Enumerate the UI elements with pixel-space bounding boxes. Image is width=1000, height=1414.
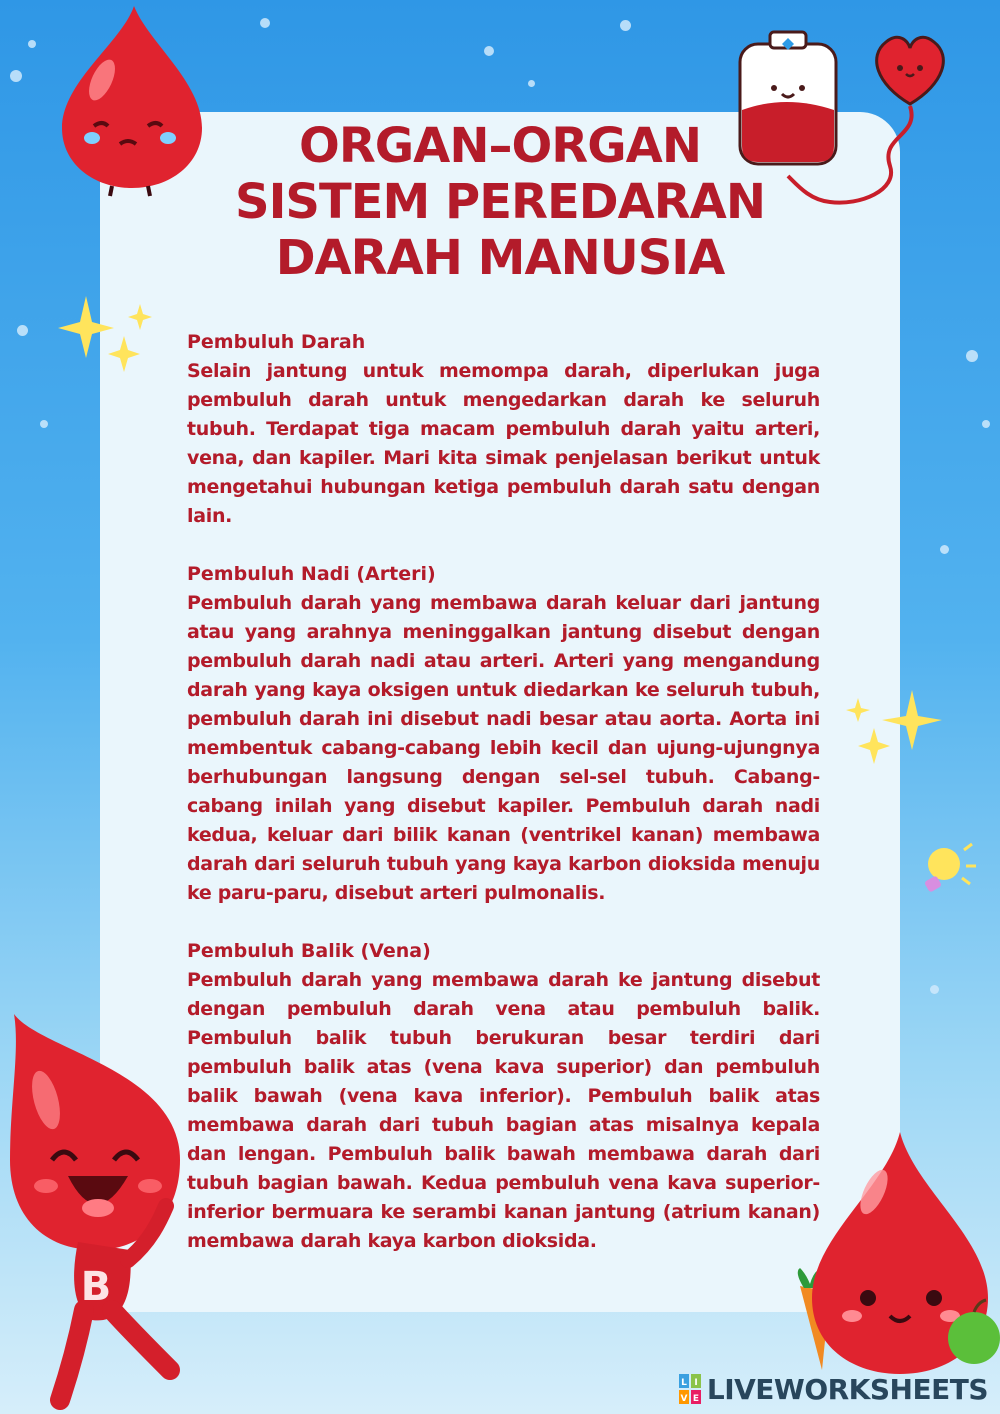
lightbulb-icon — [920, 842, 980, 898]
svg-text:V: V — [680, 1394, 688, 1404]
title-line: DARAH MANUSIA — [275, 230, 725, 286]
snow-dot — [940, 545, 949, 554]
page-title — [220, 118, 780, 286]
section-heading: Pembuluh Nadi (Arteri) — [187, 563, 436, 585]
section-pembuluh-nadi — [187, 560, 820, 908]
section-pembuluh-balik — [187, 937, 820, 1256]
section-pembuluh-darah — [187, 328, 820, 531]
watermark-text: LIVEWORKSHEETS — [706, 1372, 988, 1406]
section-heading: Pembuluh Darah — [187, 331, 366, 353]
title-line: SISTEM PEREDARAN — [235, 174, 765, 230]
section-body: Pembuluh darah yang membawa darah keluar dari jantung atau yang arahnya meninggalkan jantung disebut dengan pembuluh darah nadi atau arteri. Arteri yang mengandung darah yang kaya oksigen untuk diedarkan ke seluruh tubuh, pembuluh darah ini disebut nadi besar atau aorta. Aorta ini membentuk cabang-cabang lebih kecil dan ujung-ujungnya berhubungan langsung dengan sel-sel tubuh. Cabang-cabang inilah yang disebut kapiler. Pembuluh darah nadi kedua, keluar dari bilik kanan (ventrikel kanan) membawa darah dari seluruh tubuh yang kaya karbon dioksida menuju ke paru-paru, disebut arteri pulmonalis. — [187, 592, 820, 904]
snow-dot — [528, 80, 535, 87]
mascot-letter: B — [80, 1264, 112, 1310]
snow-dot — [982, 420, 990, 428]
snow-dot — [260, 18, 270, 28]
sparkle-icon — [846, 688, 946, 768]
section-heading: Pembuluh Balik (Vena) — [187, 940, 431, 962]
title-line: ORGAN–ORGAN — [299, 118, 701, 174]
svg-text:I: I — [694, 1378, 698, 1388]
blood-drop-mascot-icon — [0, 1010, 200, 1414]
snow-dot — [930, 985, 939, 994]
liveworksheets-watermark — [679, 1372, 988, 1406]
blood-drop-crying-icon — [52, 2, 212, 202]
svg-text:E: E — [692, 1394, 699, 1404]
svg-text:L: L — [681, 1378, 687, 1388]
article-content — [187, 328, 820, 1285]
snow-dot — [10, 70, 22, 82]
heart-balloon-icon — [780, 26, 960, 216]
section-body: Selain jantung untuk memompa darah, diperlukan juga pembuluh darah untuk mengedarkan darah ke seluruh tubuh. Terdapat tiga macam pembuluh darah yaitu arteri, vena, dan kapiler. Mari kita simak penjelasan berikut untuk mengetahui hubungan ketiga pembuluh darah satu dengan lain. — [187, 360, 820, 527]
snow-dot — [966, 350, 978, 362]
snow-dot — [484, 46, 494, 56]
snow-dot — [620, 20, 631, 31]
snow-dot — [40, 420, 48, 428]
snow-dot — [17, 325, 28, 336]
sparkle-icon — [56, 292, 156, 382]
section-body: Pembuluh darah yang membawa darah ke jantung disebut dengan pembuluh darah vena atau pembuluh balik. Pembuluh balik tubuh berukuran besar terdiri dari pembuluh balik atas (vena kava superior) dan pembuluh balik bawah (vena kava inferior). Pembuluh balik atas membawa darah dari tubuh bagian atas misalnya kepala dan lengan. Pembuluh balik bawah membawa darah dari tubuh bagian bawah. Kedua pembuluh vena kava superior-inferior bermuara ke serambi kanan jantung (atrium kanan) membawa darah kaya karbon dioksida. — [187, 969, 820, 1252]
apple-icon — [944, 1296, 1000, 1366]
liveworksheets-logo-icon — [679, 1374, 701, 1404]
snow-dot — [28, 40, 36, 48]
